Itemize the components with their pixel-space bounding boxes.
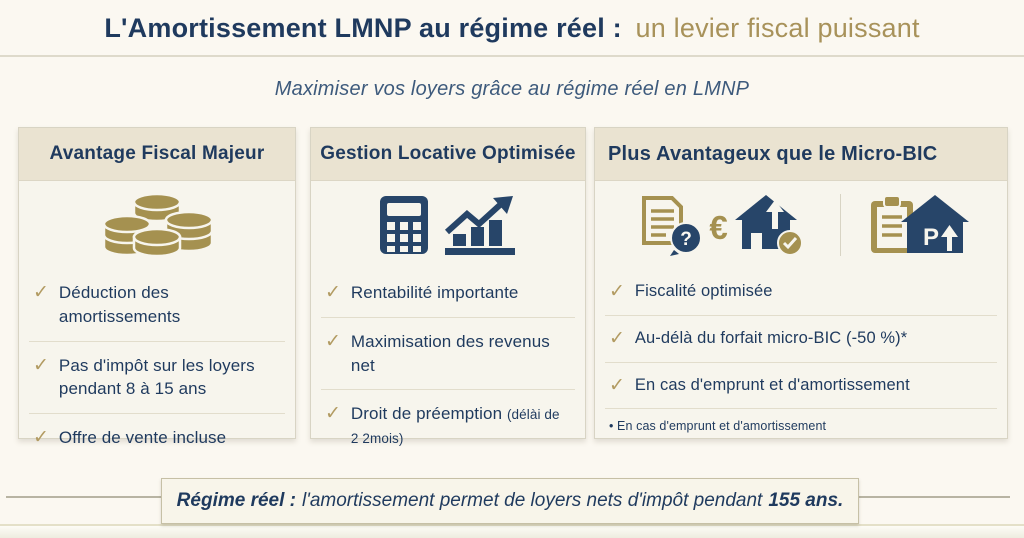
check-icon: ✓: [609, 281, 625, 302]
check-icon: ✓: [609, 327, 625, 349]
calculator-icon: [379, 195, 429, 255]
list-item-label: En cas d'emprunt et d'amortissement: [634, 375, 910, 394]
document-question-icon: [640, 194, 704, 256]
title-divider: [0, 55, 1024, 57]
list-item-label: [351, 402, 571, 450]
list-item: [595, 316, 1007, 362]
list-item: [19, 414, 295, 462]
card-micro-bic-title: Plus Avantageux que le Micro-BIC: [595, 128, 1007, 181]
check-icon: ✓: [325, 403, 341, 425]
icon-group-right: [841, 195, 999, 255]
list-item-label: Rentabilité importante: [350, 283, 519, 302]
list-item: [595, 269, 1007, 315]
list-item-small-text: (délài de 2 2mois): [350, 407, 560, 447]
banner-emphasis: 155 ans.: [768, 490, 844, 511]
subtitle: Maximiser vos loyers grâce au régime réel en LMNP: [274, 78, 750, 100]
check-icon: ✓: [609, 374, 625, 396]
card-micro-bic-list: [595, 269, 1007, 441]
check-icon: ✓: [33, 354, 49, 376]
house-arrow-icon: [733, 193, 803, 257]
summary-banner: [161, 478, 859, 524]
card-avantage-fiscal: [18, 127, 296, 449]
check-icon: ✓: [33, 427, 49, 449]
card-micro-bic-icons: [595, 181, 1007, 269]
banner-lead: Régime réel :: [176, 490, 296, 511]
list-item-main-text: Droit de préemption: [350, 404, 503, 424]
list-item-label: Déduction des amortissements: [58, 283, 181, 326]
list-item-label: Pas d'impôt sur les loyers pendant 8 à 15 ans: [58, 355, 255, 399]
icon-group-left: [603, 193, 840, 257]
list-item: [311, 269, 585, 317]
list-item: [311, 390, 585, 462]
p-flag-glyph: P: [923, 224, 940, 251]
list-item-label: Maximisation des revenus net: [350, 331, 550, 375]
card-gestion-locative: [310, 127, 586, 447]
growth-chart-icon: [443, 194, 517, 256]
list-item-label: Fiscalité optimisée: [634, 282, 773, 300]
banner-body: l'amortissement permet de loyers nets d'impôt pendant: [302, 490, 763, 511]
card-avantage-fiscal-icons: [19, 181, 295, 269]
card-micro-bic: [594, 127, 1008, 439]
card-gestion-locative-list: [311, 269, 585, 462]
list-item-label: Au-délà du forfait micro-BIC (-50 %)*: [634, 328, 908, 347]
card-micro-bic-footnote: • En cas d'emprunt et d'amortissement: [609, 419, 827, 434]
coins-icon: [93, 190, 221, 260]
title-main: L'Amortissement LMNP au régime réel :: [104, 13, 622, 43]
check-icon: ✓: [325, 282, 341, 303]
list-item: [19, 269, 295, 341]
page-title: [0, 13, 1024, 44]
house-flag-icon: [899, 195, 971, 255]
question-mark-glyph: ?: [680, 229, 693, 250]
card-gestion-locative-icons: [311, 181, 585, 269]
card-avantage-fiscal-title: Avantage Fiscal Majeur: [19, 128, 295, 181]
bottom-edge-strip: [0, 526, 1024, 538]
check-icon: ✓: [33, 282, 49, 303]
list-item: [19, 342, 295, 414]
list-item: [595, 363, 1007, 409]
card-avantage-fiscal-list: [19, 269, 295, 462]
list-item: [311, 318, 585, 390]
list-item-label: Offre de vente incluse: [58, 428, 227, 448]
title-accent: un levier fiscal puissant: [635, 13, 920, 43]
check-icon: ✓: [325, 330, 341, 352]
euro-icon: €: [709, 208, 728, 246]
card-gestion-locative-title: Gestion Locative Optimisée: [311, 128, 585, 181]
